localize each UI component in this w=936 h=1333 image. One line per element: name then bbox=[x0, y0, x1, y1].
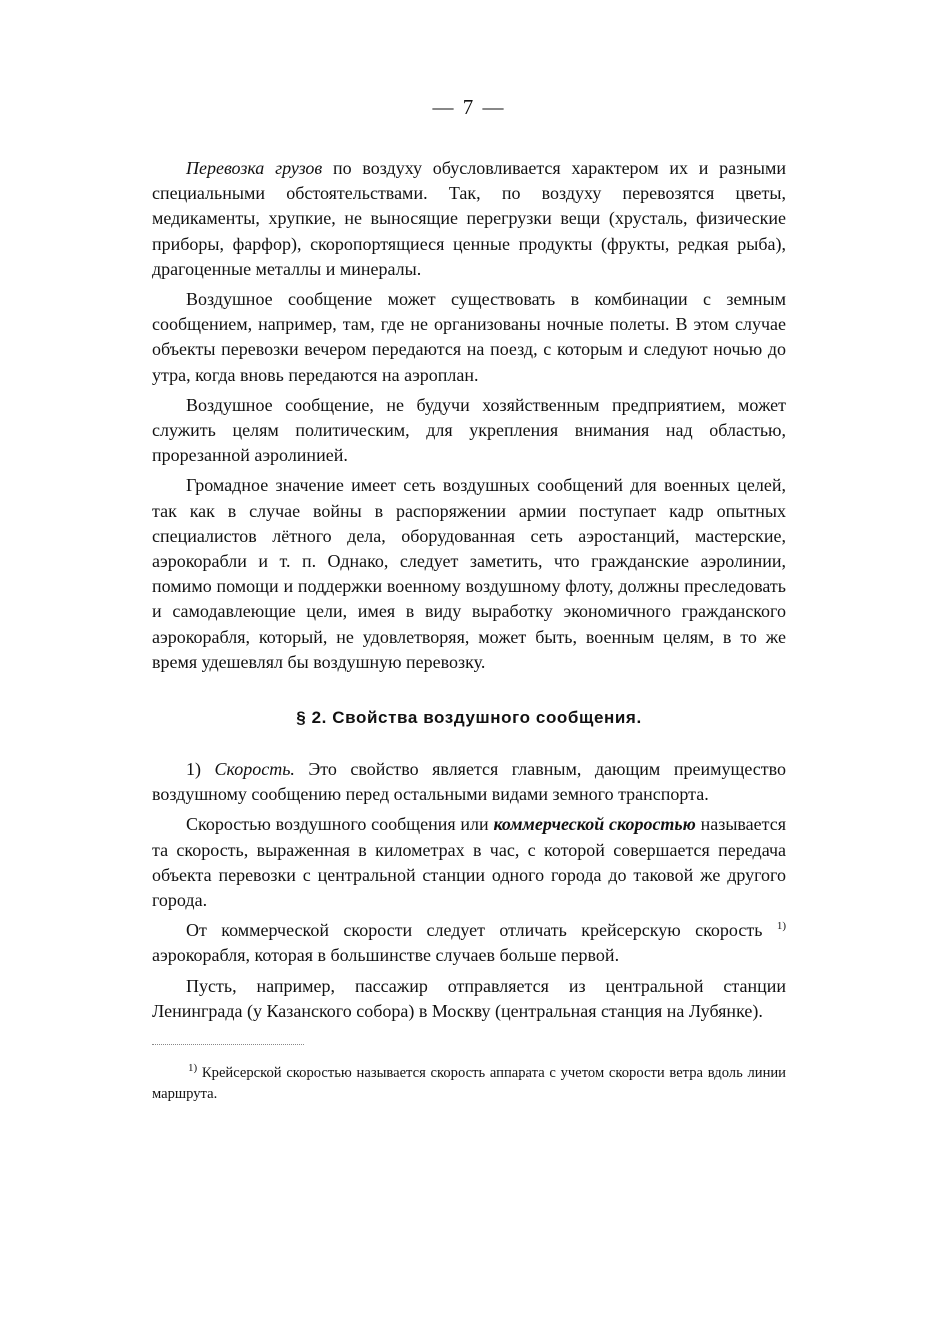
footnote-marker: 1) bbox=[188, 1062, 198, 1075]
paragraph-speed bbox=[152, 757, 786, 807]
paragraph-military: Громадное значение имеет сеть воздушных сообщений для военных целей, так как в случае войны в распоряжении армии поступает кадр опытных специалистов лётного дела, оборудованная сеть аэростанций, мастерские, аэрокорабли и т. п. Однако, следует заметить, что гражданские аэролинии, помимо помощи и поддержки военному воздушному флоту, должны преследовать и самодавлеющие цели, имея в виду выработку экономичного гражданского аэрокорабля, который, не удовлетворяя, может быть, военным целям, в то же время удешевлял бы воздушную перевозку. bbox=[152, 475, 786, 672]
footnote-text: Крейсерской скоростью называется скорость аппарата с учетом скорости ветра вдоль линии маршрута. bbox=[152, 1065, 786, 1103]
footnote-divider bbox=[152, 1044, 304, 1045]
commercial-text: называется та скорость, выраженная в километрах в час, с которой совершается передача объекта перевозки с центральной станции одного города до таковой же другого города. bbox=[152, 814, 787, 911]
speed-term: Скорость. bbox=[214, 759, 295, 780]
commercial-term: коммерческой скоростью bbox=[493, 814, 696, 835]
paragraph-example: Пусть, например, пассажир отправляется из центральной станции Ленинграда (у Казанского собора) в Москву (центральная станция на Лубянке). bbox=[152, 975, 786, 1021]
paragraph-cargo bbox=[152, 156, 786, 282]
cruising-text: аэрокорабля, которая в большинстве случаев больше первой. bbox=[152, 945, 620, 966]
cargo-lead-term: Перевозка грузов bbox=[186, 158, 323, 178]
cruising-lead: От коммерческой скорости следует отличать крейсерскую скорость bbox=[186, 920, 777, 941]
page-number: — 7 — bbox=[432, 95, 506, 119]
footnote-reference: 1) bbox=[776, 920, 786, 933]
speed-number: 1) bbox=[186, 759, 215, 780]
paragraph-combination: Воздушное сообщение может существовать в комбинации с земным сообщением, например, там, где не организованы ночные полеты. В этом случае объекты перевозки вечером передаются на поезд, с которым и следуют ночью до утра, когда вновь передаются на аэроплан. bbox=[152, 289, 786, 385]
speed-text: Это свойство является главным, дающим преимущество воздушному сообщению перед остальными видами земного транспорта. bbox=[152, 759, 786, 805]
cargo-text: по воздуху обусловливается характером их и разными специальными обстоятельствами. Так, по воздуху перевозятся цветы, медикаменты, хрупкие, не выносящие перегрузки вещи (хрусталь, физические приборы, фарфор), скоропортящиеся ценные продукты (фрукты, редкая рыба), драгоценные металлы и минералы. bbox=[152, 158, 787, 279]
paragraph-cruising-speed bbox=[152, 918, 786, 968]
section-heading: § 2. Свойства воздушного сообщения. bbox=[296, 708, 642, 728]
footnote bbox=[152, 1063, 786, 1105]
paragraph-commercial-speed bbox=[152, 812, 786, 913]
commercial-lead: Скоростью воздушного сообщения или bbox=[186, 814, 494, 835]
document-page bbox=[152, 92, 786, 1105]
paragraph-political: Воздушное сообщение, не будучи хозяйственным предприятием, может служить целям политическим, для укрепления внимания над областью, прорезанной аэролинией. bbox=[152, 394, 786, 466]
